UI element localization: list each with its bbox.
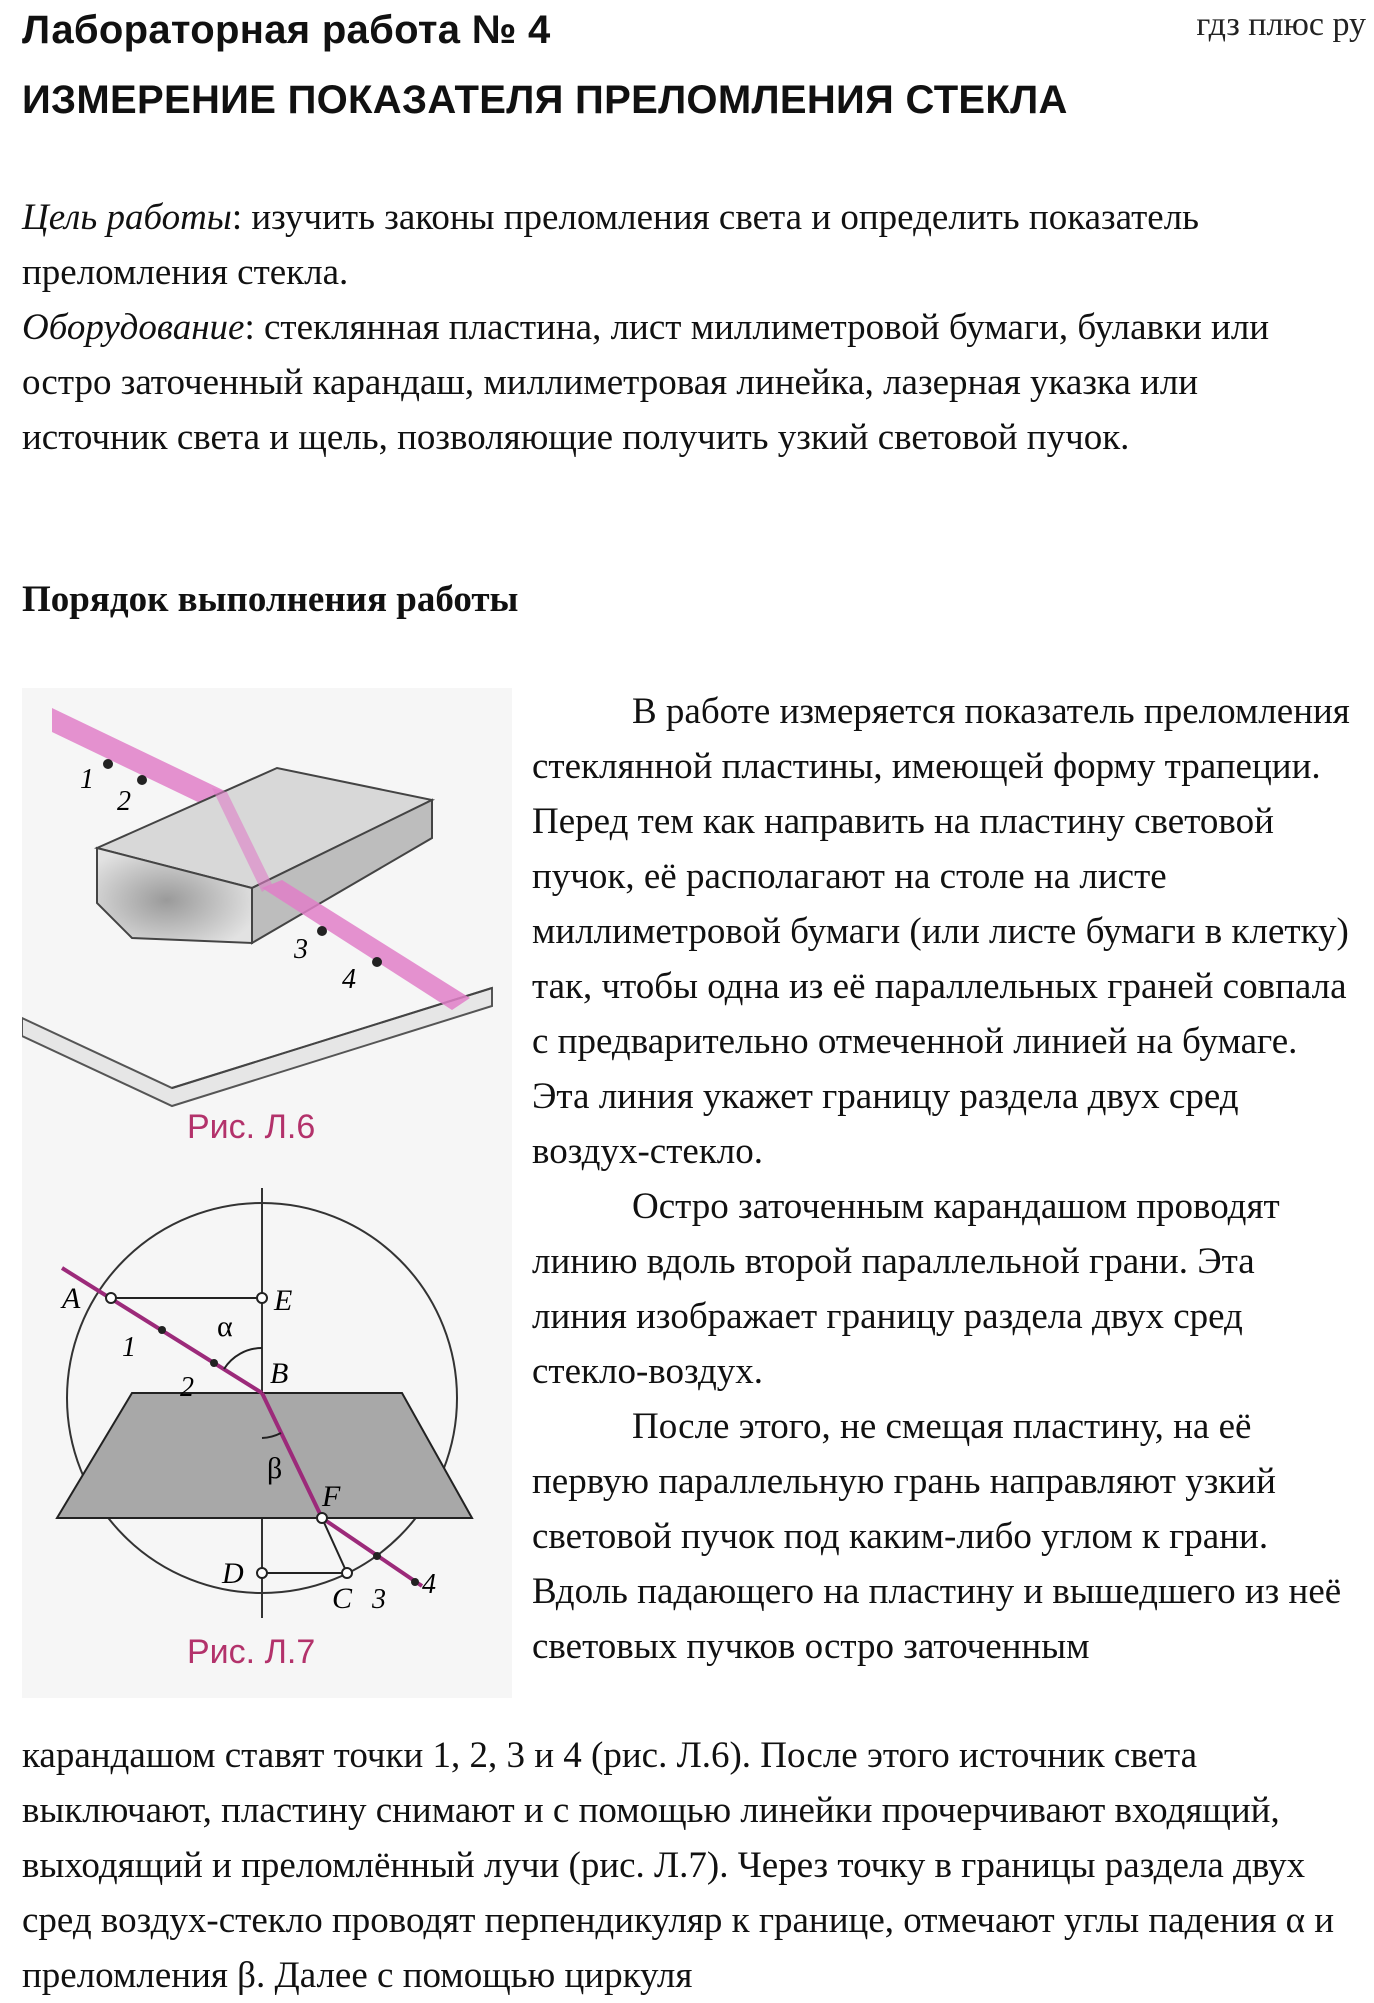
label-3: 3 bbox=[372, 1584, 386, 1615]
procedure-heading: Порядок выполнения работы bbox=[22, 579, 519, 620]
point-d-marker bbox=[257, 1568, 267, 1578]
equipment-text: : стеклянная пластина, лист миллиметровой бумаги, булавки или остро заточенный карандаш, миллиметровая линейка, лазерная указка или источник света и щель, позволяющие получить узкий световой пучок. bbox=[22, 307, 1270, 458]
point-c-marker bbox=[342, 1568, 352, 1578]
page-title: Лабораторная работа № 4 bbox=[22, 8, 551, 52]
procedure-full-width-text bbox=[22, 1728, 1352, 2003]
equipment-paragraph bbox=[22, 300, 1342, 465]
pin-label-2: 2 bbox=[117, 786, 131, 817]
label-f: F bbox=[322, 1480, 341, 1513]
dot-1 bbox=[158, 1326, 166, 1334]
equipment-label: Оборудование bbox=[22, 307, 245, 348]
label-2: 2 bbox=[180, 1372, 194, 1403]
label-alpha: α bbox=[217, 1310, 233, 1343]
procedure-column-text bbox=[532, 684, 1352, 1674]
pin-point-1 bbox=[103, 759, 113, 769]
dot-4 bbox=[411, 1578, 419, 1586]
pin-point-2 bbox=[137, 775, 147, 785]
intro-section bbox=[22, 190, 1342, 465]
pin-label-3: 3 bbox=[294, 934, 308, 965]
dot-3 bbox=[373, 1552, 381, 1560]
procedure-paragraph-2: Остро заточенным карандашом проводят линию вдоль второй параллельной грани. Эта линия изображает границу раздела двух сред стекло-воздух. bbox=[532, 1186, 1280, 1392]
label-c: C bbox=[332, 1582, 353, 1615]
label-d: D bbox=[222, 1557, 244, 1590]
point-a-marker bbox=[106, 1293, 116, 1303]
point-f-marker bbox=[317, 1513, 327, 1523]
goal-paragraph bbox=[22, 190, 1342, 300]
procedure-paragraph-1: В работе измеряется показатель преломления стеклянной пластины, имеющей форму трапеции. Перед тем как направить на пластину световой пучок, её располагают на столе на листе миллиметровой бумаги (или листе бумаги в клетку) так, чтобы одна из её параллельных граней совпала с предварительно отмеченной линией на бумаге. Эта линия укажет границу раздела двух сред воздух-стекло. bbox=[532, 691, 1350, 1172]
page-subtitle: ИЗМЕРЕНИЕ ПОКАЗАТЕЛЯ ПРЕЛОМЛЕНИЯ СТЕКЛА bbox=[22, 78, 1068, 122]
pin-label-4: 4 bbox=[342, 964, 356, 995]
pin-point-4 bbox=[372, 957, 382, 967]
paper-sheet bbox=[22, 988, 492, 1106]
figure-l6-diagram bbox=[22, 688, 512, 1108]
procedure-paragraph-3-continued: карандашом ставят точки 1, 2, 3 и 4 (рис. Л.6). После этого источник света выключают, пластину снимают и с помощью линейки прочерчивают входящий, выходящий и преломлённый лучи (рис. Л.7). Через точку в границы раздела двух сред воздух-стекло проводят перпендикуляр к границе, отмечают углы падения α и преломления β. Далее с помощью циркуля bbox=[22, 1735, 1335, 1996]
label-a: A bbox=[62, 1282, 81, 1315]
label-e: E bbox=[274, 1284, 293, 1317]
point-e-marker bbox=[257, 1293, 267, 1303]
label-1: 1 bbox=[122, 1332, 136, 1363]
procedure-paragraph-3: После этого, не смещая пластину, на её первую параллельную грань направляют узкий световой пучок под каким-либо углом к грани. Вдоль падающего на пластину и вышедшего из неё световых пучков остро заточенным bbox=[532, 1406, 1342, 1667]
incident-beam bbox=[52, 708, 227, 816]
figure-l7-caption: Рис. Л.7 bbox=[187, 1633, 316, 1671]
label-beta: β bbox=[267, 1452, 283, 1485]
figure-l7-diagram bbox=[22, 1188, 512, 1658]
glass-plate bbox=[57, 1393, 472, 1518]
figures-panel bbox=[22, 688, 512, 1698]
goal-label: Цель работы bbox=[22, 197, 232, 238]
goal-text: : изучить законы преломления света и определить показатель преломления стекла. bbox=[22, 197, 1200, 293]
label-4: 4 bbox=[422, 1569, 436, 1600]
alpha-arc bbox=[224, 1348, 262, 1369]
pin-label-1: 1 bbox=[80, 764, 94, 795]
watermark: гдз плюс ру bbox=[1196, 6, 1366, 43]
figure-l6-caption: Рис. Л.6 bbox=[187, 1108, 316, 1146]
pin-point-3 bbox=[317, 926, 327, 936]
label-b: B bbox=[270, 1357, 289, 1390]
dot-2 bbox=[210, 1359, 218, 1367]
